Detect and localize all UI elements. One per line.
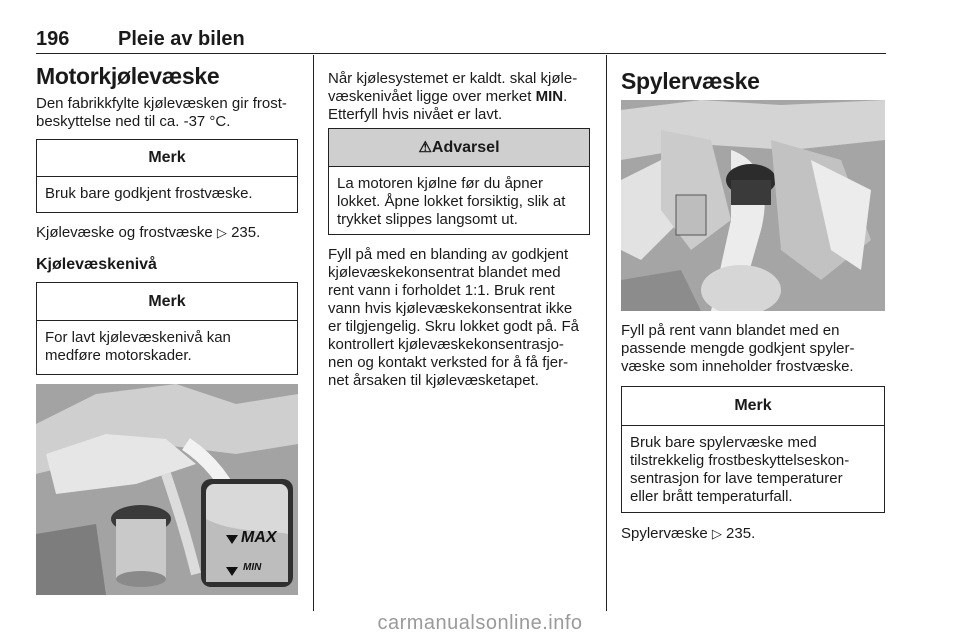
paragraph-line: Etterfyll hvis nivået er lavt.	[328, 106, 503, 123]
washer-reference	[621, 525, 755, 543]
note-line: For lavt kjølevæskenivå kan	[45, 329, 231, 346]
paragraph-line: kontrollert kjølevæskekonsentrasjo-	[328, 336, 564, 353]
warning-header	[329, 129, 589, 167]
min-mark-text: MIN	[535, 88, 564, 105]
paragraph-line: passende mengde godkjent spyler-	[621, 340, 855, 357]
note-box-washer	[621, 386, 885, 513]
paragraph-line: net årsaken til kjølevæsketapet.	[328, 372, 539, 389]
paragraph-line: Når kjølesystemet er kaldt. skal kjøle-	[328, 70, 578, 87]
note-title: Merk	[37, 140, 297, 177]
note-text	[622, 426, 884, 514]
paragraph-line: vann hvis kjølevæskekonsentrat ikke	[328, 300, 573, 317]
subheading-coolant-level: Kjølevæskenivå	[36, 256, 157, 273]
reference-page[interactable]: 235.	[231, 224, 261, 241]
warning-line: lokket. Åpne lokket forsiktig, slik at	[337, 193, 566, 210]
warning-text	[329, 167, 589, 237]
warning-triangle-icon: ⚠	[418, 139, 432, 156]
paragraph-line: nen og kontakt verksted for å få fjer-	[328, 354, 569, 371]
note-box-frost	[36, 139, 298, 213]
coolant-intro-line: beskyttelse ned til ca. -37 °C.	[36, 113, 231, 130]
reference-page[interactable]: 235.	[726, 525, 756, 542]
section-title-coolant: Motorkjølevæske	[36, 63, 220, 89]
watermark: carmanualsonline.info	[377, 612, 583, 634]
warning-box	[328, 128, 590, 235]
reference-text: Kjølevæske og frostvæske	[36, 224, 213, 241]
note-line: medføre motorskader.	[45, 347, 192, 364]
chapter-title: Pleie av bilen	[118, 28, 245, 50]
column-divider-2	[606, 55, 607, 611]
note-line: tilstrekkelig frostbeskyttelseskon-	[630, 452, 850, 469]
max-mark-label: MAX	[239, 529, 279, 546]
warning-title: Advarsel	[431, 139, 500, 156]
coolant-reference	[36, 224, 260, 242]
cold-check-paragraph	[328, 70, 600, 124]
note-text: Bruk bare godkjent frostvæske.	[45, 185, 253, 202]
note-title: Merk	[37, 283, 297, 321]
note-line: eller brått temperaturfall.	[630, 488, 793, 505]
warning-line: trykket slippes langsomt ut.	[337, 211, 518, 228]
washer-reservoir-illustration	[621, 100, 885, 311]
paragraph-line: Fyll på rent vann blandet med en	[621, 322, 840, 339]
page-number: 196	[36, 28, 70, 50]
coolant-reservoir-illustration	[36, 384, 298, 595]
note-text	[37, 321, 297, 373]
paragraph-line: er tilgjengelig. Skru lokket godt på. Få	[328, 318, 579, 335]
warning-line: La motoren kjølne før du åpner	[337, 175, 543, 192]
engine-bay-drawing	[621, 100, 885, 311]
washer-paragraph	[621, 322, 891, 376]
paragraph-line: væske som inneholder frostvæske.	[621, 358, 854, 375]
note-box-level	[36, 282, 298, 375]
paragraph-line: rent vann i forholdet 1:1. Bruk rent	[328, 282, 555, 299]
column-divider-1	[313, 55, 314, 611]
paragraph-line: kjølevæskekonsentrat blandet med	[328, 264, 561, 281]
page-reference-arrow-icon: ▷	[216, 225, 227, 240]
refill-paragraph	[328, 246, 600, 390]
min-mark-label: MIN	[243, 562, 262, 573]
coolant-intro-line: Den fabrikkfylte kjølevæsken gir frost-	[36, 95, 287, 112]
note-line: sentrasjon for lave temperaturer	[630, 470, 843, 487]
note-title: Merk	[622, 387, 884, 426]
section-title-washer-fluid: Spylervæske	[621, 68, 760, 94]
note-line: Bruk bare spylervæske med	[630, 434, 817, 451]
header-rule	[36, 53, 886, 54]
paragraph-line: væskenivået ligge over merket MIN.	[328, 88, 568, 105]
reference-text: Spylervæske	[621, 525, 708, 542]
paragraph-line: Fyll på med en blanding av godkjent	[328, 246, 569, 263]
coolant-intro	[36, 95, 306, 131]
page-reference-arrow-icon: ▷	[711, 526, 722, 541]
page-header	[36, 28, 886, 50]
